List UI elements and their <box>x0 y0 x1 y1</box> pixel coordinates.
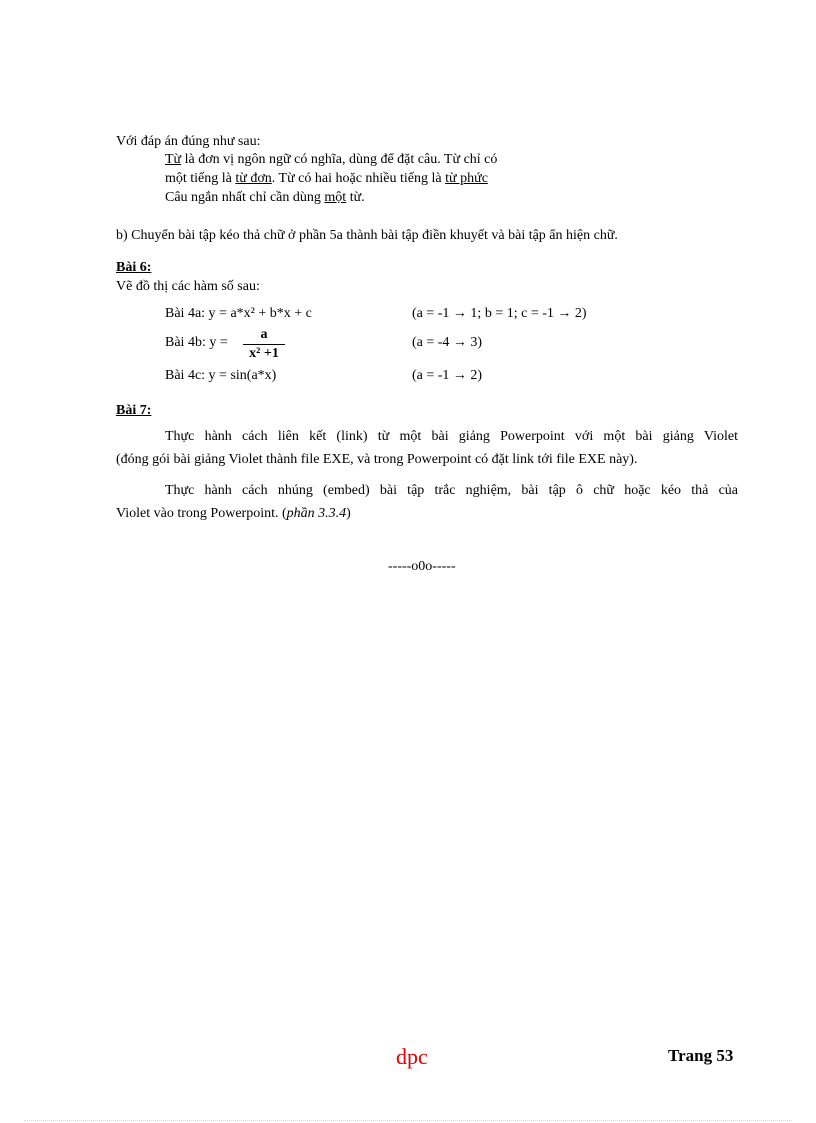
section-reference: phần 3.3.4 <box>286 506 347 521</box>
bai7-text: ) <box>346 506 351 521</box>
answer-word-tu-don: từ đơn <box>235 171 272 186</box>
bai7-p2-line-1: Thực hành cách nhúng (embed) bài tập trắc nghiệm, bài tập ô chữ hoặc kéo thả của <box>165 483 738 498</box>
answer-line-3 <box>165 189 365 207</box>
bai7-heading: Bài 7: <box>116 403 152 418</box>
answer-text: . Từ có hai hoặc nhiều tiếng là <box>271 171 446 186</box>
answer-text: Câu ngắn nhất chỉ cần dùng <box>165 190 325 205</box>
range-4a: (a = -1 → 1; b = 1; c = -1 → 2) <box>412 306 587 321</box>
bai6-heading: Bài 6: <box>116 260 152 275</box>
answer-word-tu: Từ <box>165 152 182 167</box>
section-separator: -----o0o----- <box>388 559 456 574</box>
answer-word-mot: một <box>324 190 347 205</box>
fraction-bar <box>243 344 285 345</box>
function-4c: Bài 4c: y = sin(a*x) <box>165 368 277 383</box>
answer-intro: Với đáp án đúng như sau: <box>116 134 261 149</box>
bai7-p1-line-1: Thực hành cách liên kết (link) từ một bài giảng Powerpoint với một bài giảng Violet <box>165 429 738 444</box>
range-4c: (a = -1 → 2) <box>412 368 483 383</box>
answer-word-tu-phuc: từ phức <box>445 171 488 186</box>
function-4b: Bài 4b: y = <box>165 335 228 350</box>
answer-text: một tiếng là <box>165 171 236 186</box>
answer-text: từ. <box>346 190 365 205</box>
fraction-denominator: x² +1 <box>249 346 279 361</box>
bai6-intro: Vẽ đồ thị các hàm số sau: <box>116 279 260 294</box>
bai7-p1-line-2: (đóng gói bài giảng Violet thành file EXE, và trong Powerpoint có đặt link tới file EXE này). <box>116 452 638 467</box>
answer-line-1 <box>165 151 497 169</box>
page-bottom-divider <box>24 1120 792 1121</box>
answer-line-2 <box>165 170 488 188</box>
bai7-text: Violet vào trong Powerpoint. ( <box>116 506 287 521</box>
fraction-4b <box>243 327 285 362</box>
footer-brand: dpc <box>396 1044 428 1069</box>
bai7-p2-line-2 <box>116 505 351 523</box>
page-number: Trang 53 <box>668 1046 734 1065</box>
part-b-text: b) Chuyển bài tập kéo thả chữ ở phần 5a thành bài tập điền khuyết và bài tập ẩn hiện chữ. <box>116 228 618 243</box>
fraction-numerator: a <box>260 327 268 342</box>
range-4b: (a = -4 → 3) <box>412 335 483 350</box>
function-4a: Bài 4a: y = a*x² + b*x + c <box>165 306 312 321</box>
answer-text: là đơn vị ngôn ngữ có nghĩa, dùng để đặt câu. Từ chỉ có <box>181 152 498 167</box>
